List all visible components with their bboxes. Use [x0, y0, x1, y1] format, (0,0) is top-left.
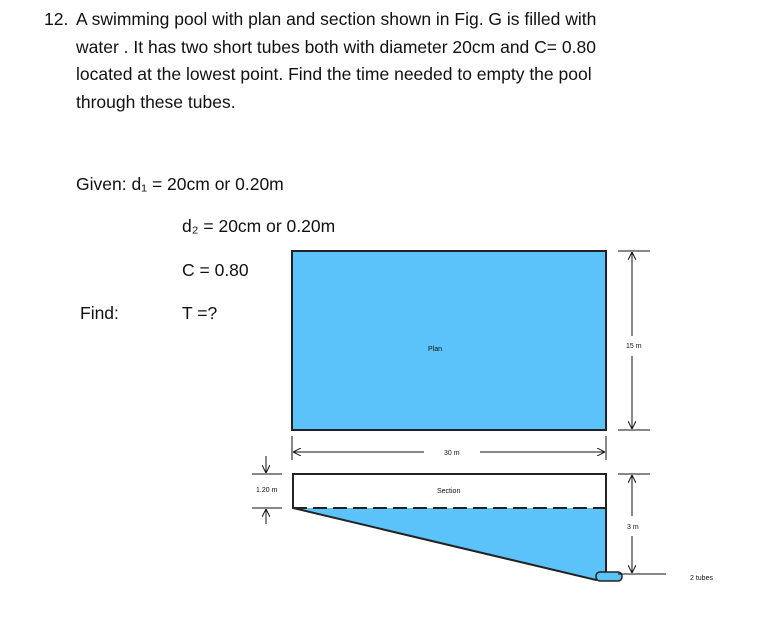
width-label: 15 m: [626, 343, 642, 350]
plan-rectangle: [292, 251, 606, 430]
freeboard-label: 1.20 m: [256, 487, 278, 494]
depth-dimension: [618, 474, 666, 574]
given-d1: d₁ = 20cm or 0.20m: [131, 174, 284, 194]
outlet-tubes: [596, 572, 622, 581]
find-t: T =?: [182, 303, 218, 323]
plan-label: Plan: [428, 346, 443, 353]
problem-text-line-2: water . It has two short tubes both with diameter 20cm and C= 0.80: [76, 36, 596, 57]
find-label: Find:: [80, 303, 119, 323]
section-label: Section: [437, 488, 461, 495]
tubes-label: 2 tubes: [690, 575, 713, 582]
problem-text-line-4: through these tubes.: [76, 91, 236, 112]
given-label: Given:: [76, 174, 127, 194]
length-label: 30 m: [444, 450, 460, 457]
problem-number: 12.: [44, 9, 69, 29]
width-dimension: [618, 251, 650, 430]
problem-text-line-1: A swimming pool with plan and section shown in Fig. G is filled with: [76, 9, 597, 29]
given-d2: d₂ = 20cm or 0.20m: [182, 216, 336, 236]
depth-label: 3 m: [627, 524, 639, 531]
problem-text-line-3: located at the lowest point. Find the time needed to empty the pool: [76, 64, 592, 84]
given-c: C = 0.80: [182, 260, 249, 280]
